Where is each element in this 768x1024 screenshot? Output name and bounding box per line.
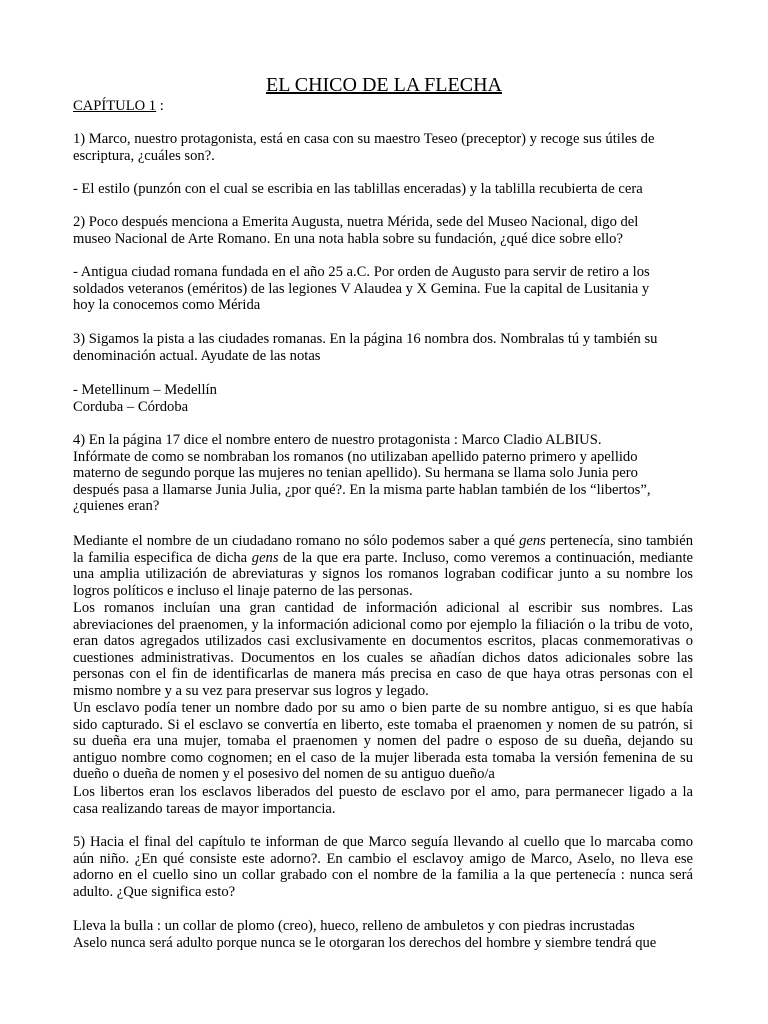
answer-5-line-1: Lleva la bulla : un collar de plomo (creo), hueco, relleno de ambuletos y con piedras incrustadas: [73, 918, 635, 934]
answer-2: - Antigua ciudad romana fundada en el año 25 a.C. Por orden de Augusto para servir de retiro a los soldados veteranos (eméritos) de las legiones V Alaudea y X Gemina. Fue la capital de Lusitania y hoy la conocemos como Mérida: [73, 264, 650, 314]
answer-4-p1-text-1: Mediante el nombre de un ciudadano romano no sólo podemos saber a qué: [73, 533, 520, 549]
answer-1: - El estilo (punzón con el cual se escribia en las tablillas enceradas) y la tablilla recubierta de cera: [73, 181, 643, 197]
answer-4-paragraph-2: Los romanos incluían una gran cantidad de información adicional al escribir sus nombres. Las abreviaciones del praenomen, y la información adicional como por ejemplo la filiación o la tribu de voto, eran datos agregados utilizados casi exclusivamente en documentos escritos, placas conmemorativas o cuestiones administrativas. Documentos en los cuales se añadían dichos datos adicionales sobre las personas con el fin de identificarlas de manera más precisa en caso de que haya otras personas con el mismo nombre y a su vez para preservar sus logros y legado.: [73, 600, 693, 699]
question-3: 3) Sigamos la pista a las ciudades romanas. En la página 16 nombra dos. Nombralas tú y también su denominación actual. Ayudate de las notas: [73, 331, 658, 364]
answer-4-p1-text-2: pertenecía, sino también la familia especifica de dicha: [73, 533, 694, 566]
answer-4-p1-text-3: de la que era parte. Incluso, como veremos a continuación, mediante una amplia utilización de abreviaturas y signos los romanos lograban codificar junto a su nombre los logros políticos e incluso el linaje paterno de las personas.: [73, 549, 693, 599]
question-5: 5) Hacia el final del capítulo te informan de que Marco seguía llevando al cuello que lo marcaba como aún niño. ¿En qué consiste este adorno?. En cambio el esclavoy amigo de Marco, Aselo, no lleva ese adorno en el cuello sino un collar grabado con el nombre de la familia a la que pertenecía : nunca será adulto. ¿Que significa esto?: [73, 834, 693, 900]
question-1: 1) Marco, nuestro protagonista, está en casa con su maestro Teseo (preceptor) y recoge sus útiles de escriptura, ¿cuáles son?.: [73, 131, 655, 164]
question-4: 4) En la página 17 dice el nombre entero de nuestro protagonista : Marco Cladio ALBIUS. Infórmate de como se nombraban los romanos (no utilizaban apellido paterno primero y apellido materno de segundo porque las mujeres no tenian apellido). Su hermana se llama solo Junia pero después pasa a llamarse Junia Julia, ¿por qué?. En la misma parte hablan también de los “libertos”, ¿quienes eran?: [73, 432, 651, 515]
chapter-heading: [73, 98, 164, 115]
document-title: EL CHICO DE LA FLECHA: [266, 74, 502, 96]
answer-4-paragraph-4: Los libertos eran los esclavos liberados del puesto de esclavo por el amo, para permanecer ligado a la casa realizando tareas de mayor importancia.: [73, 784, 693, 817]
question-2: 2) Poco después menciona a Emerita Augusta, nuetra Mérida, sede del Museo Nacional, digo del museo Nacional de Arte Romano. En una nota habla sobre su fundación, ¿qué dice sobre ello?: [73, 214, 639, 247]
answer-5-line-2: Aselo nunca será adulto porque nunca se le otorgaran los derechos del hombre y siembre tendrá que: [73, 935, 657, 951]
answer-4-p1-gens-1: gens: [519, 533, 546, 549]
answer-4-paragraph-3: Un esclavo podía tener un nombre dado por su amo o bien parte de su nombre antiguo, si es que había sido capturado. Si el esclavo se convertía en liberto, este tomaba el praenomen y nomen de su patrón, si su dueña era una mujer, tomaba el praenomen y nomen del padre o esposo de su dueña, dejando su antiguo nombre como cognomen; en el caso de la mujer liberada esta tomaba la versión femenina de su dueño o dueña de nomen y el posesivo del nomen de su antiguo dueño/a: [73, 700, 693, 783]
answer-4-paragraph-1: [73, 533, 693, 599]
answer-4-p1-gens-2: gens: [251, 549, 279, 566]
chapter-suffix: :: [156, 98, 164, 114]
answer-3-line-1: - Metellinum – Medellín: [73, 382, 217, 398]
chapter-label: CAPÍTULO 1: [73, 98, 157, 114]
answer-3-line-2: Corduba – Córdoba: [73, 399, 189, 415]
